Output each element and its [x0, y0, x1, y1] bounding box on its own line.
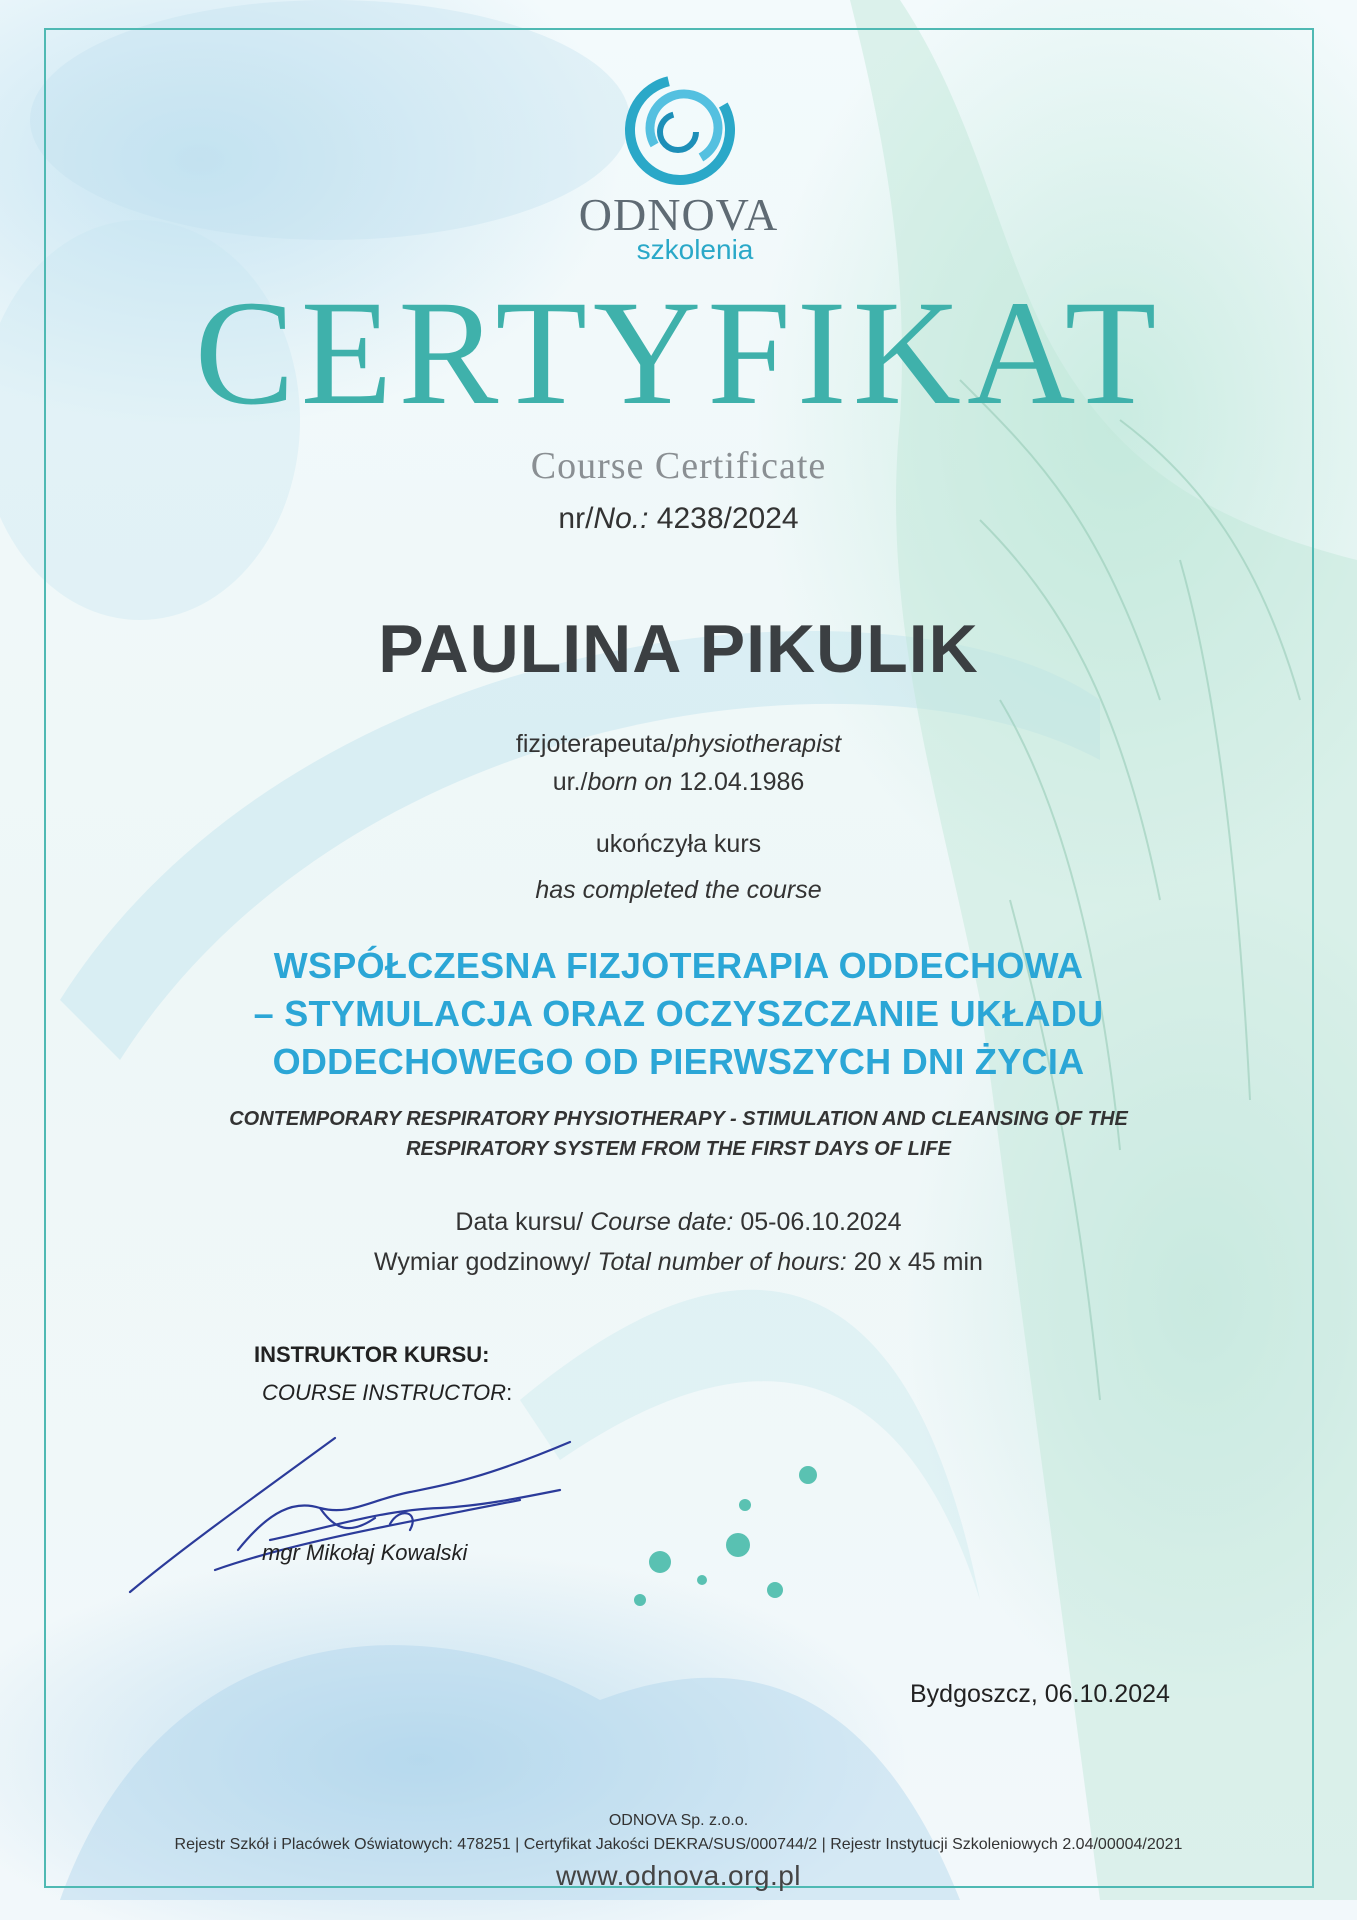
course-title-pl [0, 942, 1357, 1086]
place-date: Bydgoszcz, 06.10.2024 [910, 1680, 1170, 1708]
course-title-pl-line: WSPÓŁCZESNA FIZJOTERAPIA ODDECHOWA [273, 945, 1084, 986]
born-label-pl: ur./ [552, 768, 588, 796]
instructor-label-en: COURSE INSTRUCTOR [262, 1380, 507, 1405]
footer-website: www.odnova.org.pl [555, 1860, 802, 1891]
course-hours-label-en: Total number of hours: [597, 1248, 847, 1276]
born-date: 12.04.1986 [679, 768, 805, 796]
course-date-label-en: Course date: [590, 1208, 734, 1236]
instructor-label-en-wrap [262, 1380, 512, 1406]
course-title-pl-line: – STYMULACJA ORAZ OCZYSZCZANIE UKŁADU [253, 993, 1104, 1034]
number-label-pl: nr/ [558, 502, 594, 535]
course-title-en-line: CONTEMPORARY RESPIRATORY PHYSIOTHERAPY - STIMULATION AND CLEANSING OF THE [229, 1108, 1128, 1130]
profession-pl: fizjoterapeuta/ [515, 730, 673, 758]
certificate-title: CERTYFIKAT [194, 270, 1163, 436]
logo-subtitle: szkolenia [636, 234, 754, 265]
course-hours [0, 1248, 1357, 1277]
instructor-label-colon: : [506, 1380, 513, 1405]
logo-brand: ODNOVA [578, 189, 779, 240]
completed-en: has completed the course [535, 876, 822, 904]
odnova-logo-icon [620, 70, 740, 190]
course-title-en-line: RESPIRATORY SYSTEM FROM THE FIRST DAYS OF LIFE [406, 1138, 951, 1160]
certificate-subtitle: Course Certificate [530, 445, 827, 487]
course-title-en [0, 1104, 1357, 1164]
certificate-number [0, 502, 1357, 536]
number-label-en: No.: [593, 502, 649, 535]
recipient-birthdate [0, 768, 1357, 797]
course-hours-label-pl: Wymiar godzinowy/ [374, 1248, 591, 1276]
recipient-name: PAULINA PIKULIK [378, 611, 979, 687]
course-hours-value: 20 x 45 min [853, 1248, 983, 1276]
instructor-name: mgr Mikołaj Kowalski [262, 1540, 468, 1565]
number-value: 4238/2024 [656, 502, 799, 535]
born-label-en: born on [587, 768, 673, 796]
course-date [0, 1208, 1357, 1237]
completed-pl: ukończyła kurs [595, 830, 762, 858]
instructor-label-pl: INSTRUKTOR KURSU: [254, 1342, 490, 1367]
signature-icon [120, 1420, 580, 1600]
profession-en: physiotherapist [672, 730, 842, 758]
course-date-label-pl: Data kursu/ [455, 1208, 584, 1236]
recipient-profession [0, 730, 1357, 759]
footer-company: ODNOVA Sp. z.o.o. [608, 1812, 749, 1829]
footer-registry: Rejestr Szkół i Placówek Oświatowych: 478251 | Certyfikat Jakości DEKRA/SUS/000744/2 | Rejestr Instytucji Szkoleniowych 2.04/00004/2021 [174, 1836, 1183, 1853]
course-title-pl-line: ODDECHOWEGO OD PIERWSZYCH DNI ŻYCIA [272, 1041, 1085, 1082]
course-date-value: 05-06.10.2024 [740, 1208, 902, 1236]
